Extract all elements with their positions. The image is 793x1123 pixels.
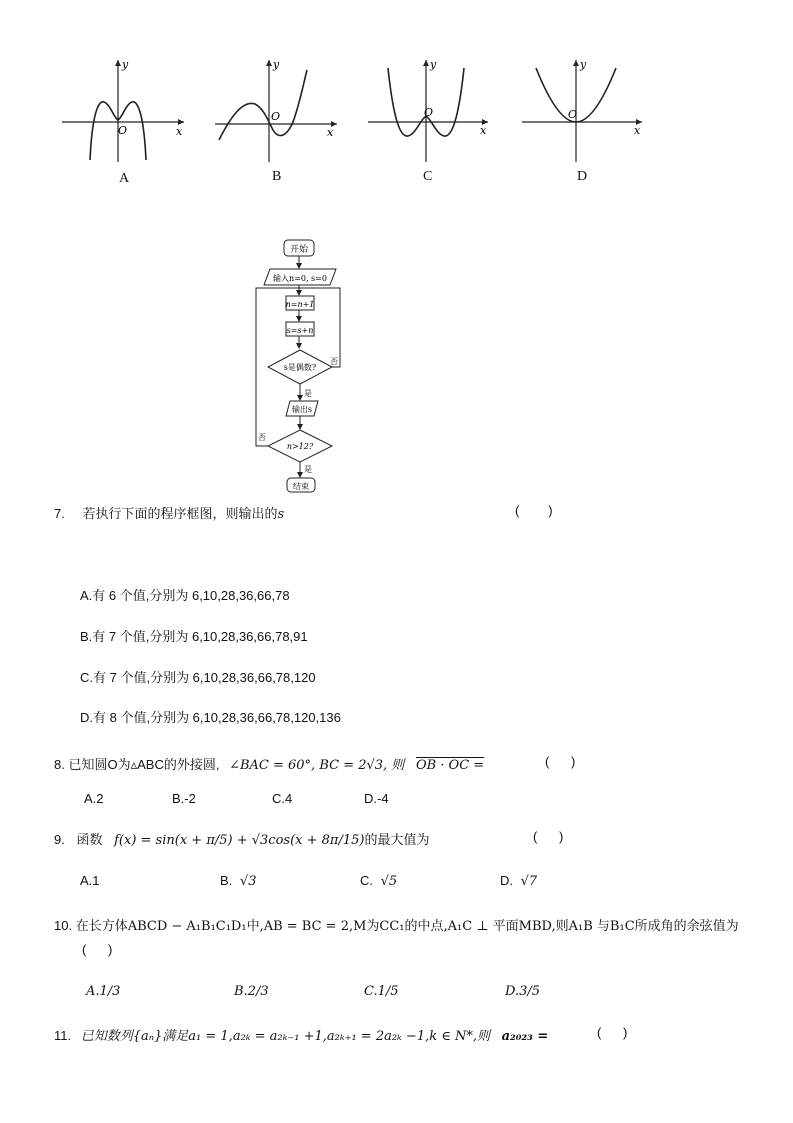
- question-11: [54, 1025, 548, 1044]
- question-8: [54, 754, 484, 773]
- flowchart: [240, 236, 370, 496]
- graph-d-label: D: [577, 169, 588, 184]
- graph-c-x-label: x: [480, 124, 487, 137]
- graph-c-plot: [366, 56, 496, 166]
- graph-a-y-label: y: [122, 58, 129, 71]
- q8-angle: ∠BAC = 60°, BC = 2√3, 则: [229, 758, 405, 773]
- q8-dot-product: OB · OC =: [415, 758, 485, 773]
- q7-answer-paren: ( ): [515, 503, 553, 518]
- q7-option-b: B.有 7 个值,分别为 6,10,28,36,66,78,91: [80, 629, 308, 644]
- q9-text1: 函数: [76, 832, 103, 847]
- q10-text: 在长方体ABCD − A₁B₁C₁D₁中,AB = BC = 2,M为CC₁的中点,A₁C ⊥ 平面MBD,则A₁B 与B₁C所成角的余弦值为: [75, 919, 739, 934]
- graph-d-x-label: x: [634, 124, 641, 137]
- q9-answer-paren: ( ): [533, 829, 564, 844]
- flow-start-label: 开始: [289, 245, 309, 255]
- q9-formula: f(x) = sin(x + π/5) + √3cos(x + 8π/15): [114, 833, 365, 848]
- graph-c-origin-label: O: [424, 106, 434, 119]
- graph-b-origin-label: O: [271, 110, 281, 123]
- q7-option-d: D.有 8 个值,分别为 6,10,28,36,66,78,120,136: [80, 710, 341, 725]
- flow-output-label: 输出s: [291, 405, 313, 414]
- flow-cond1-no-label: 否: [330, 357, 338, 366]
- q9-option-a-label: A.1: [80, 873, 100, 888]
- graph-c: [366, 56, 496, 166]
- graph-c-label: C: [423, 169, 433, 184]
- q9-number: 9.: [54, 832, 65, 847]
- q7-number: 7.: [54, 506, 65, 521]
- q9-option-a: [80, 873, 100, 888]
- graph-b-x-label: x: [327, 126, 334, 139]
- flow-step2-label: s=s+n: [286, 326, 314, 335]
- flow-cond1-yes-label: 是: [304, 389, 312, 398]
- flow-cond1-label: s是偶数?: [283, 363, 317, 372]
- q11-answer-paren: ( ): [597, 1025, 628, 1040]
- flow-cond2-yes-label: 是: [304, 465, 312, 474]
- graph-d-y-label: y: [580, 58, 587, 71]
- q9-option-d: [500, 873, 537, 889]
- q7-option-a: A.有 6 个值,分别为 6,10,28,36,66,78: [80, 588, 290, 603]
- question-9: [54, 829, 429, 848]
- q10-answer-paren: ( ): [82, 942, 113, 957]
- flow-input-label: 输入n=0, s=0: [273, 274, 327, 283]
- q9-text2: 的最大值为: [364, 832, 430, 847]
- question-7: [54, 503, 284, 522]
- q9-option-d-label: D.: [500, 873, 513, 888]
- graph-b-y-label: y: [273, 58, 280, 71]
- graph-a-label: A: [119, 171, 130, 186]
- graph-a: [60, 56, 190, 166]
- q8-option-c: C.4: [272, 791, 293, 806]
- graph-d-plot: [520, 56, 650, 166]
- q10-option-a: A.1/3: [86, 984, 121, 999]
- q9-option-b-value: √3: [239, 874, 257, 889]
- flow-end-label: 结束: [293, 482, 309, 491]
- q7-var: s: [277, 507, 285, 522]
- q10-option-b: B.2/3: [234, 984, 269, 999]
- graph-d-origin-label: O: [568, 108, 578, 121]
- graph-b-label: B: [272, 169, 282, 184]
- flow-cond2-label: n>12?: [286, 442, 314, 451]
- graph-d: [520, 56, 650, 166]
- question-10: [54, 914, 754, 939]
- q11-target: a₂₀₂₃ =: [501, 1029, 549, 1044]
- q8-number: 8.: [54, 757, 65, 772]
- q10-number: 10.: [54, 918, 73, 933]
- q8-answer-paren: ( ): [545, 754, 576, 769]
- q8-option-d: D.-4: [364, 791, 389, 806]
- q10-option-d: D.3/5: [505, 984, 541, 999]
- graph-b: [213, 56, 343, 166]
- q7-option-c: C.有 7 个值,分别为 6,10,28,36,66,78,120: [80, 670, 316, 685]
- graph-c-y-label: y: [430, 58, 437, 71]
- flow-step1-label: n=n+1: [285, 300, 315, 309]
- q9-option-b: [220, 873, 256, 889]
- q7-text: 若执行下面的程序框图，则输出的: [82, 506, 278, 521]
- q8-option-b: B.-2: [172, 791, 196, 806]
- q9-option-c-value: √5: [380, 874, 398, 889]
- q10-option-c: C.1/5: [364, 984, 399, 999]
- flow-cond2-no-label: 否: [258, 433, 266, 442]
- q8-option-a: A.2: [84, 791, 104, 806]
- graph-a-plot: [60, 56, 190, 166]
- q11-number: 11.: [54, 1028, 72, 1043]
- graph-b-plot: [213, 56, 343, 166]
- graph-a-origin-label: O: [118, 124, 128, 137]
- q8-text: 已知圆O为▵ABC的外接圆,: [68, 757, 220, 772]
- graph-a-x-label: x: [176, 125, 183, 138]
- q9-option-b-label: B.: [220, 873, 233, 888]
- q9-option-d-value: √7: [520, 874, 538, 889]
- q9-option-c: [360, 873, 397, 889]
- q9-option-c-label: C.: [360, 873, 373, 888]
- flowchart-diagram: [240, 236, 370, 496]
- q11-text: 已知数列{aₙ}满足a₁ = 1,a₂ₖ = a₂ₖ₋₁ +1,a₂ₖ₊₁ = 2a₂ₖ −1,k ∈ N*,则: [80, 1029, 490, 1044]
